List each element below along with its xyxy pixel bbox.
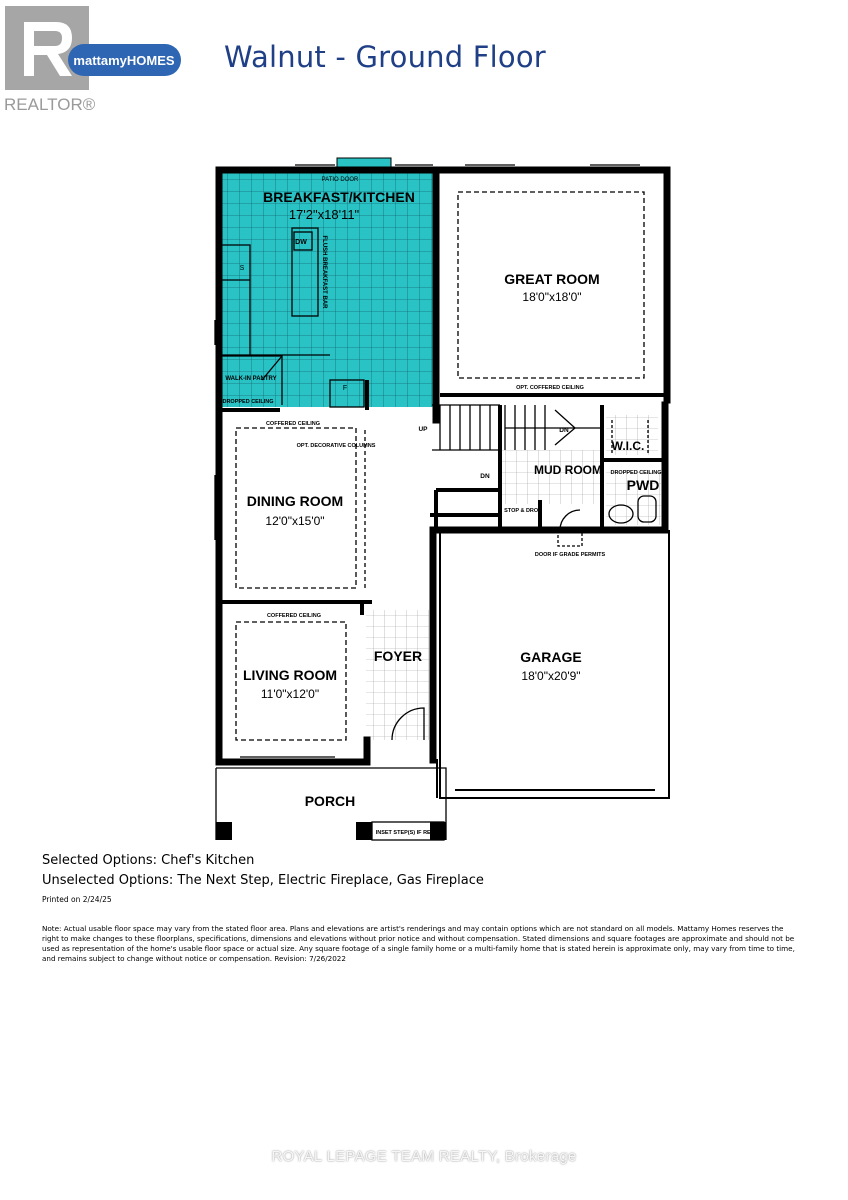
dropped-ceiling-pwd-label: DROPPED CEILING — [610, 470, 662, 476]
opt-columns-label: OPT. DECORATIVE COLUMNS — [296, 443, 376, 449]
garage-dims: 18'0"x20'9" — [521, 669, 581, 683]
pwd-label: PWD — [626, 477, 660, 493]
kitchen-dims: 17'2"x18'11" — [288, 207, 360, 222]
opt-coffered-label: OPT. COFFERED CEILING — [516, 385, 584, 391]
patio-door-label: PATIO DOOR — [321, 177, 359, 183]
foyer-floor — [366, 610, 429, 740]
living-room-dims: 11'0"x12'0" — [260, 687, 320, 701]
great-room-name: GREAT ROOM — [504, 271, 600, 287]
stairs-down-label: DN — [559, 427, 569, 434]
living-room-name: LIVING ROOM — [242, 667, 338, 683]
page-title: Walnut - Ground Floor — [224, 40, 546, 74]
mud-room-label: MUD ROOM — [534, 463, 602, 477]
unselected-options: Unselected Options: The Next Step, Electric Fireplace, Gas Fireplace — [42, 873, 484, 888]
door-if-grade-label: DOOR IF GRADE PERMITS — [534, 552, 606, 558]
garage-name: GARAGE — [520, 649, 582, 665]
disclaimer-note: Note: Actual usable floor space may vary from the stated floor area. Plans and elevations are artist's renderings and may contain options which are not standard on all models. Mattamy Homes reserves the right to make changes to these floorplans, specifications, dimensions and elevations without prior notice and without compensation. Stated dimensions and square footages are approximate and should not be used as representation of the home's usable floor space or actual size. Any square footage of a single family home or a multi-family home that is stated herein is approximate only, may vary from time to time, and remains subject to change without notice or compensation. Revision: 7/26/2022 — [42, 924, 795, 963]
dw-label: DW — [295, 239, 307, 246]
selected-options: Selected Options: Chef's Kitchen — [42, 853, 255, 868]
kitchen-name: BREAKFAST/KITCHEN — [263, 189, 415, 205]
brand-wordmark: mattamyHOMES — [73, 53, 175, 68]
mudroom-floor — [500, 450, 602, 504]
dining-room-dims: 12'0"x15'0" — [265, 514, 325, 528]
brokerage-watermark: ROYAL LEPAGE TEAM REALTY, Brokerage — [271, 1148, 577, 1165]
inset-steps-label: INSET STEP(S) IF REQ'D — [375, 830, 441, 836]
dining-room-name: DINING ROOM — [246, 493, 344, 509]
porch-column — [216, 822, 232, 840]
stop-drop-label: STOP & DROP — [504, 508, 542, 514]
printed-date: Printed on 2/24/25 — [42, 895, 112, 904]
porch-label: PORCH — [304, 793, 356, 809]
flush-bar-label: FLUSH BREAKFAST BAR — [321, 235, 327, 309]
pantry-label: WALK-IN PANTRY — [225, 376, 277, 382]
great-room-dims: 18'0"x18'0" — [522, 290, 582, 304]
porch-column — [356, 822, 372, 840]
coffered-ceiling-living-label: COFFERED CEILING — [266, 613, 322, 619]
foyer-label: FOYER — [373, 648, 423, 664]
wic-label: W.I.C. — [611, 439, 645, 453]
realtor-wordmark: REALTOR® — [4, 95, 96, 114]
stairs-up-label: UP — [418, 426, 428, 433]
s-label: S — [239, 265, 245, 272]
coffered-ceiling-label: COFFERED CEILING — [265, 421, 321, 427]
fridge-label: F — [342, 385, 348, 392]
dropped-ceiling-label: DROPPED CEILING — [222, 399, 274, 405]
stairs-down-mud-label: DN — [480, 473, 490, 480]
